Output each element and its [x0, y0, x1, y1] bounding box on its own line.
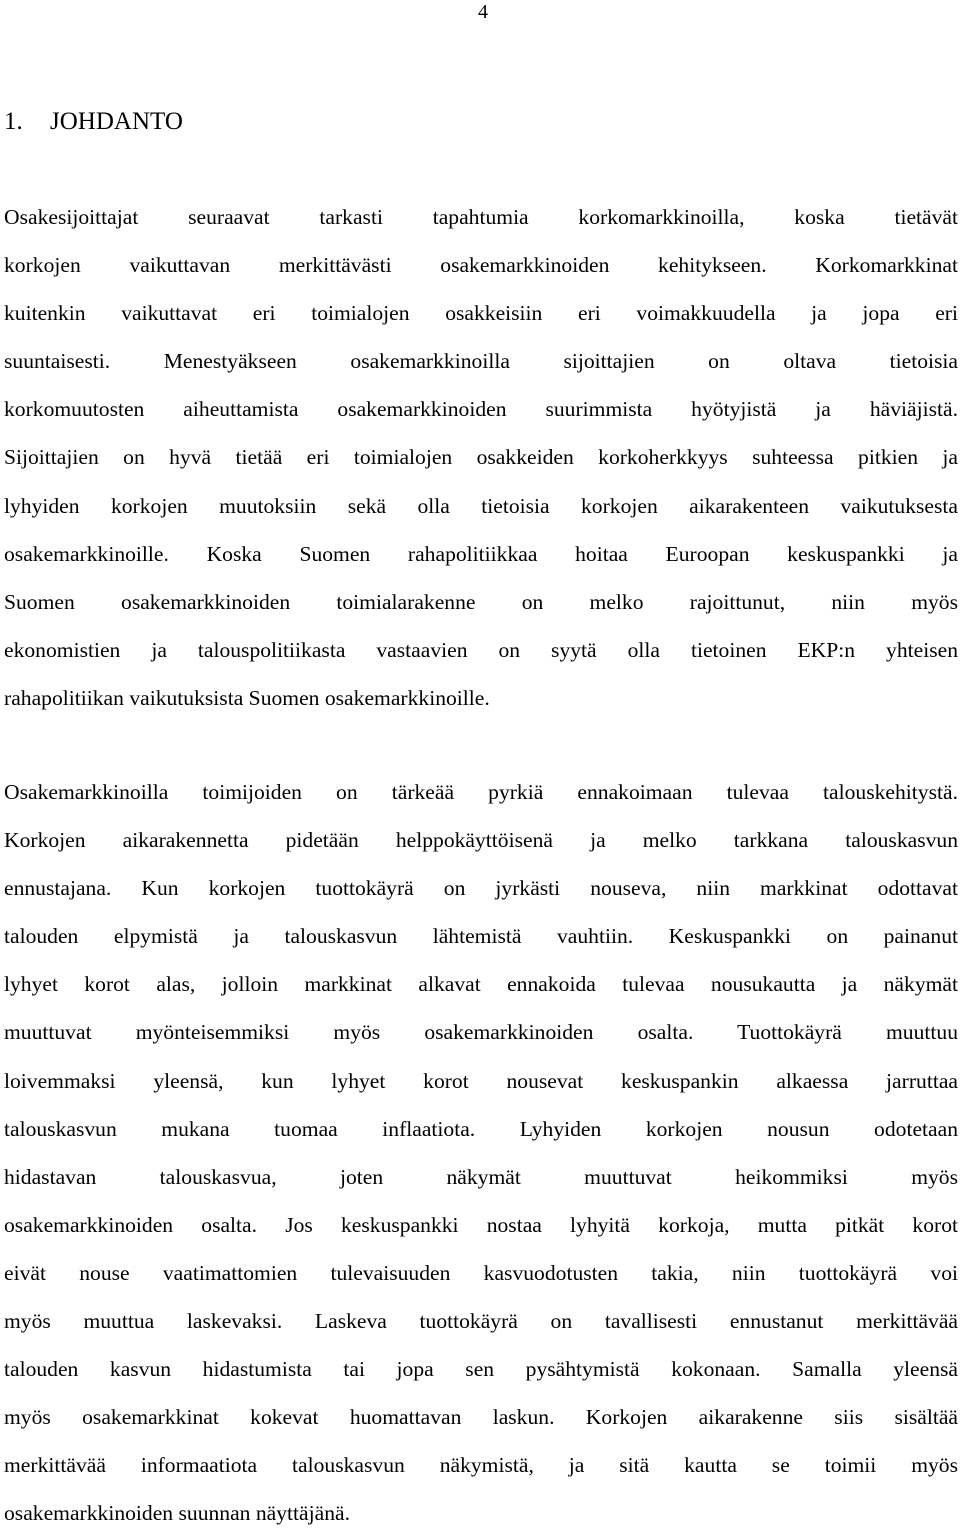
text-line: myös muuttua laskevaksi. Laskeva tuottokäyrä on tavallisesti ennustanut merkittävää — [4, 1309, 958, 1334]
text-line: kuitenkin vaikuttavat eri toimialojen osakkeisiin eri voimakkuudella ja jopa eri — [4, 301, 958, 326]
chapter-number: 1. — [4, 108, 23, 135]
text-line: hidastavan talouskasvua, joten näkymät muuttuvat heikommiksi myös — [4, 1164, 958, 1189]
text-line: loivemmaksi yleensä, kun lyhyet korot nousevat keskuspankin alkaessa jarruttaa — [4, 1068, 958, 1093]
text-line: Osakemarkkinoilla toimijoiden on tärkeää pyrkiä ennakoimaan tulevaa talouskehitystä. — [4, 780, 958, 804]
text-line: Sijoittajien on hyvä tietää eri toimialojen osakkeiden korkoherkkyys suhteessa pitkien ja — [4, 445, 958, 470]
text-line: suuntaisesti. Menestyäkseen osakemarkkinoilla sijoittajien on oltava tietoisia — [4, 349, 958, 374]
chapter-title: JOHDANTO — [50, 108, 183, 135]
text-line: merkittävää informaatiota talouskasvun näkymistä, ja sitä kautta se toimii myös — [4, 1453, 958, 1478]
page-number: 4 — [478, 1, 488, 23]
text-line: osakemarkkinoiden suunnan näyttäjänä. — [4, 1501, 350, 1526]
text-line: lyhyiden korkojen muutoksiin sekä olla tietoisia korkojen aikarakenteen vaikutuksesta — [4, 493, 958, 518]
text-line: korkomuutosten aiheuttamista osakemarkkinoiden suurimmista hyötyjistä ja häviäjistä. — [4, 397, 958, 422]
paragraph-2 — [4, 768, 958, 1538]
chapter-heading — [4, 106, 183, 138]
text-line: osakemarkkinoiden osalta. Jos keskuspankki nostaa lyhyitä korkoja, mutta pitkät korot — [4, 1212, 958, 1237]
text-line: Korkojen aikarakennetta pidetään helppokäyttöisenä ja melko tarkkana talouskasvun — [4, 828, 958, 853]
text-line: ennustajana. Kun korkojen tuottokäyrä on jyrkästi nouseva, niin markkinat odottavat — [4, 876, 958, 901]
text-line: talouden kasvun hidastumista tai jopa sen pysähtymistä kokonaan. Samalla yleensä — [4, 1357, 958, 1382]
text-line: talouskasvun mukana tuomaa inflaatiota. Lyhyiden korkojen nousun odotetaan — [4, 1116, 958, 1141]
text-line: Suomen osakemarkkinoiden toimialarakenne on melko rajoittunut, niin myös — [4, 589, 958, 614]
text-line: eivät nouse vaatimattomien tulevaisuuden kasvuodotusten takia, niin tuottokäyrä voi — [4, 1260, 958, 1285]
text-line: myös osakemarkkinat kokevat huomattavan laskun. Korkojen aikarakenne siis sisältää — [4, 1405, 958, 1430]
paragraph-1 — [4, 193, 958, 722]
text-line: lyhyet korot alas, jolloin markkinat alkavat ennakoida tulevaa nousukautta ja näkymät — [4, 972, 958, 997]
text-line: ekonomistien ja talouspolitiikasta vastaavien on syytä olla tietoinen EKP:n yhteisen — [4, 637, 958, 662]
text-line: rahapolitiikan vaikutuksista Suomen osakemarkkinoille. — [4, 685, 490, 710]
text-line: talouden elpymistä ja talouskasvun lähtemistä vauhtiin. Keskuspankki on painanut — [4, 924, 958, 949]
text-line: osakemarkkinoille. Koska Suomen rahapolitiikkaa hoitaa Euroopan keskuspankki ja — [4, 541, 958, 566]
text-line: muuttuvat myönteisemmiksi myös osakemarkkinoiden osalta. Tuottokäyrä muuttuu — [4, 1020, 958, 1045]
text-line: korkojen vaikuttavan merkittävästi osakemarkkinoiden kehitykseen. Korkomarkkinat — [4, 253, 958, 278]
text-line: Osakesijoittajat seuraavat tarkasti tapahtumia korkomarkkinoilla, koska tietävät — [4, 205, 958, 229]
